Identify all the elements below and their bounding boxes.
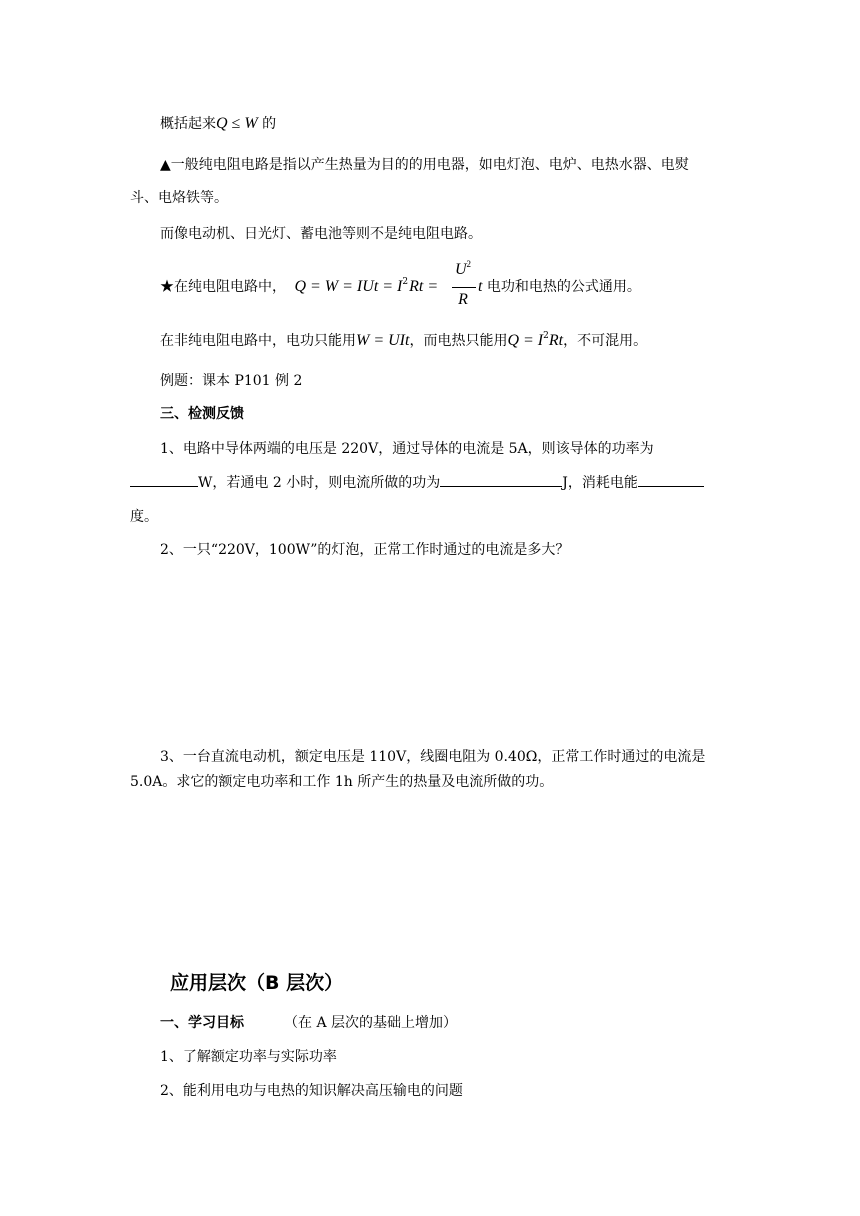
- formula-left: Q = W = IUt = I: [294, 278, 403, 295]
- formula-time: t: [478, 278, 483, 295]
- formula-mid: Rt =: [409, 278, 439, 295]
- formula-remark: 电功和电热的公式通用。: [482, 279, 641, 295]
- inequality-formula: Q ≤ W: [216, 115, 258, 132]
- heat-formula-a: Q = I: [507, 332, 544, 349]
- non-pure-formula-line: [160, 331, 647, 351]
- fraction-denominator: R: [458, 291, 468, 308]
- learning-goals-note: （在 A 层次的基础上增加）: [284, 1015, 458, 1031]
- summary-suffix: 的: [257, 116, 277, 132]
- goal-2: 2、能利用电功与电热的知识解决高压输电的问题: [160, 1083, 463, 1099]
- goal-1: 1、了解额定功率与实际功率: [160, 1049, 337, 1065]
- heat-formula-b: Rt: [548, 332, 564, 349]
- question-1-cont: [130, 472, 704, 493]
- formula-exponent: 2: [402, 277, 409, 287]
- pure-resistance-formula-line: [160, 277, 438, 297]
- summary-text: 概括起来: [160, 116, 216, 132]
- heat-formula-exponent: 2: [543, 331, 549, 341]
- answer-blank-work[interactable]: [440, 472, 562, 487]
- pure-resistance-definition-cont: 斗、电烙铁等。: [130, 190, 228, 206]
- formula-intro: ★在纯电阻电路中，: [160, 279, 286, 295]
- formula-tail-line: [478, 277, 641, 297]
- question-1: 1、电路中导体两端的电压是 220V，通过导体的电流是 5A，则该导体的功率为: [160, 441, 654, 457]
- learning-goals-title: 一、学习目标: [160, 1015, 244, 1031]
- question-3: 3、一台直流电动机，额定电压是 110V，线圈电阻为 0.40Ω，正常工作时通过的电流是: [160, 749, 706, 765]
- question-1-end: 度。: [130, 509, 158, 525]
- summary-line: [160, 114, 276, 134]
- question-2: 2、一只“220V，100W”的灯泡，正常工作时通过的电流是多大？: [160, 542, 570, 558]
- work-formula: W = UIt: [356, 332, 410, 349]
- question-3-cont: 5.0A。求它的额定电功率和工作 1h 所产生的热量及电流所做的功。: [130, 774, 554, 790]
- answer-blank-power[interactable]: [130, 472, 198, 487]
- question-1-text-c: J，消耗电能: [562, 475, 638, 491]
- example-reference: 例题：课本 P101 例 2: [160, 373, 303, 389]
- section-heading-feedback: 三、检测反馈: [160, 406, 244, 422]
- answer-blank-energy[interactable]: [638, 472, 704, 487]
- non-pure-resistance-examples: 而像电动机、日光灯、蓄电池等则不是纯电阻电路。: [160, 226, 482, 242]
- level-b-heading: 应用层次（B 层次）: [170, 972, 344, 994]
- non-pure-intro: 在非纯电阻电路中，电功只能用: [160, 333, 356, 349]
- non-pure-mid: ，而电热只能用: [409, 333, 508, 349]
- question-1-text-b: W，若通电 2 小时，则电流所做的功为: [198, 475, 441, 491]
- fraction-bar: [452, 287, 476, 288]
- non-pure-suffix: ，不可混用。: [563, 333, 648, 349]
- fraction-numerator: $U^2$: [454, 259, 472, 278]
- learning-goals-line: [160, 1013, 457, 1033]
- pure-resistance-definition: ▲一般纯电阻电路是指以产生热量为目的的用电器，如电灯泡、电炉、电热水器、电熨: [160, 157, 689, 173]
- numerator-exponent: 2: [466, 259, 472, 269]
